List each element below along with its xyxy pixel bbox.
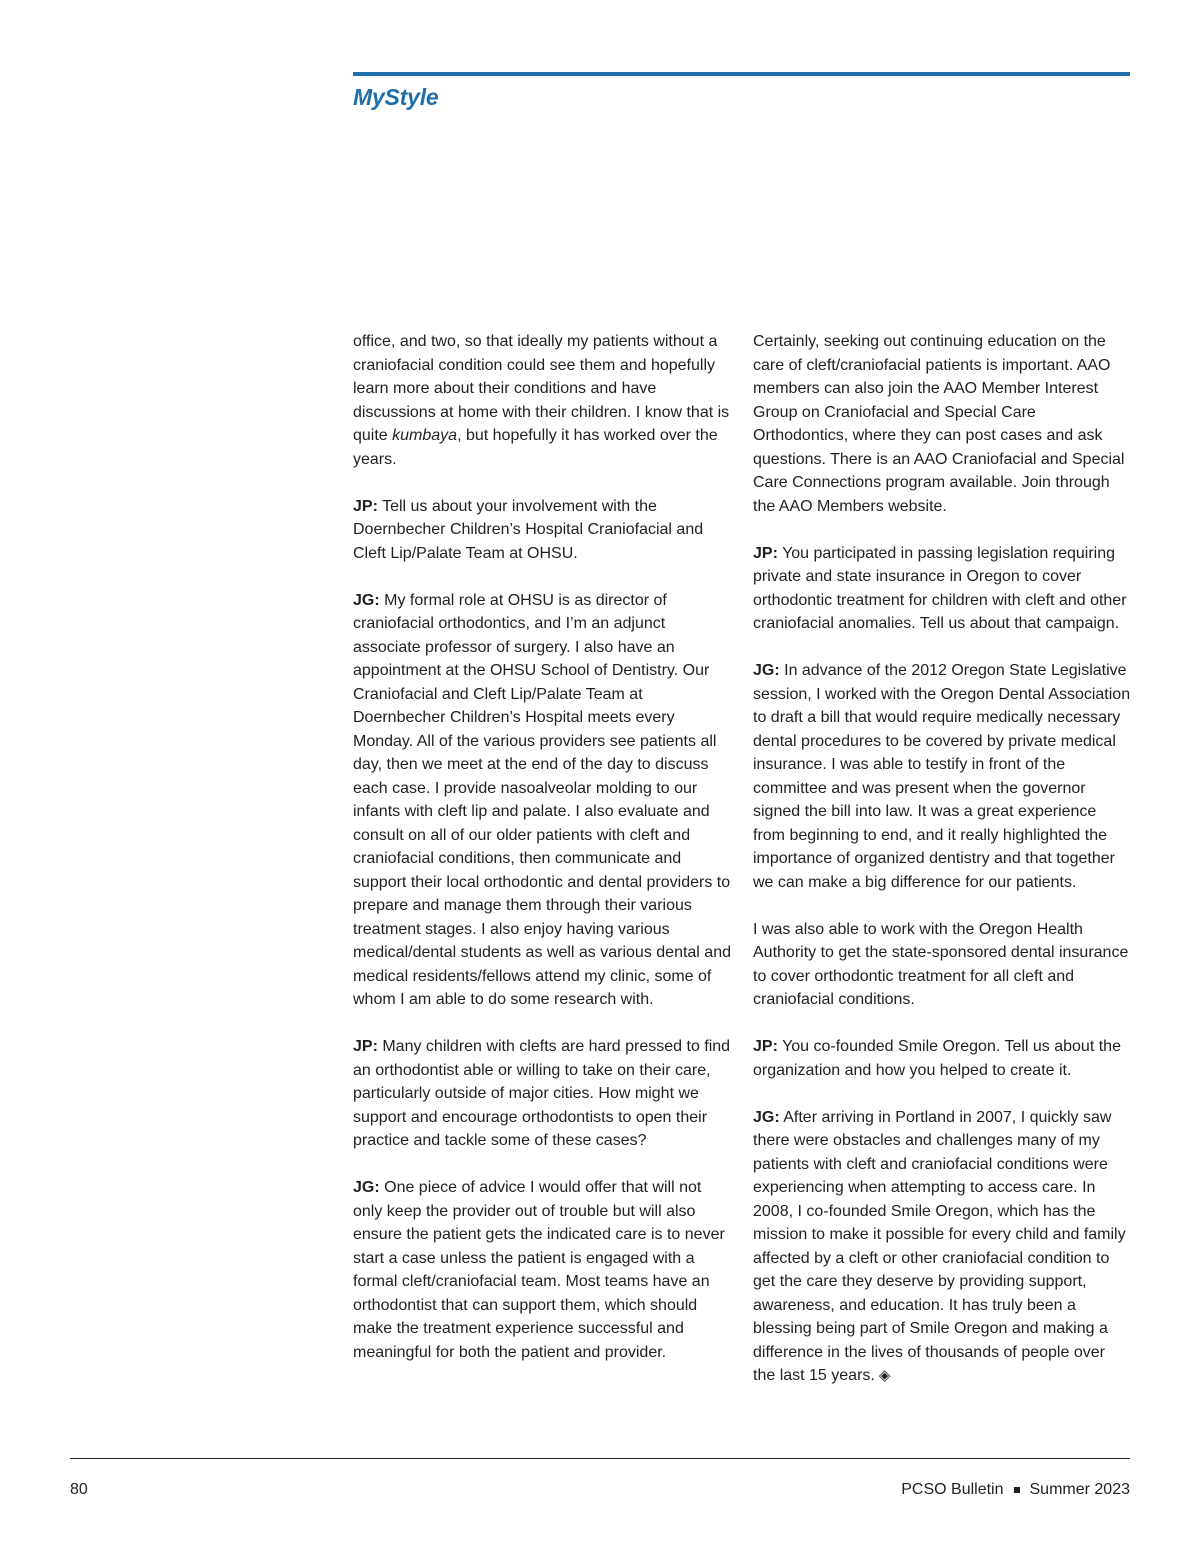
publication-info: [901, 1481, 1130, 1499]
paragraph-text: I was also able to work with the Oregon Health Authority to get the state-sponsored dental insurance to cover orthodontic treatment for all cleft and craniofacial conditions.: [753, 920, 1129, 1008]
paragraph-text: In advance of the 2012 Oregon State Legislative session, I worked with the Oregon Dental Association to draft a bill that would require medically necessary dental procedures to be covered by private medical insurance. I was able to testify in front of the committee and was present when the governor signed the bill into law. It was a great experience from beginning to end, and it really highlighted the importance of organized dentistry and that together we can make a big difference for our patients.: [753, 662, 1131, 891]
answer-paragraph: [353, 1176, 731, 1364]
right-column: [753, 330, 1131, 1388]
speaker-label: JP:: [353, 497, 378, 515]
speaker-label: JG:: [353, 1179, 380, 1196]
publication-name: PCSO Bulletin: [901, 1481, 1004, 1498]
paragraph-text: Certainly, seeking out continuing education on the care of cleft/craniofacial patients is important. AAO members can also join the AAO Member Interest Group on Craniofacial and Special Care Orthodontics, where they can post cases and ask questions. There is an AAO Craniofacial and Special Care Connections program available. Join through the AAO Members website.: [753, 333, 1125, 515]
issue-date: Summer 2023: [1029, 1481, 1130, 1498]
question-paragraph: [753, 542, 1131, 636]
speaker-label: JP:: [753, 544, 778, 562]
speaker-label: JG:: [353, 591, 380, 609]
paragraph-text: , but hopefully it has worked over the years.: [353, 427, 718, 468]
paragraph-text: My formal role at OHSU is as director of craniofacial orthodontics, and I’m an adjunct associate professor of surgery. I also have an appointment at the OHSU School of Dentistry. Our Craniofacial and Cleft Lip/Palate Team at Doernbecher Children’s Hospital meets every Monday. All of the various providers see patients all day, then we meet at the end of the day to discuss each case. I provide nasoalveolar molding to our infants with cleft lip and palate. I also evaluate and consult on all of our older patients with cleft and craniofacial conditions, then communicate and support their local orthodontic and dental providers to prepare and manage them through their various treatment stages. I also enjoy having various medical/dental students as well as various dental and medical residents/fellows attend my clinic, some of whom I am able to do some research with.: [353, 591, 731, 1008]
speaker-label: JP:: [753, 1038, 778, 1055]
footer-rule: [70, 1458, 1130, 1459]
paragraph-text: office, and two, so that ideally my patients without a craniofacial condition could see them and hopefully learn more about their conditions and have discussions at home with their children. I know that is quite: [353, 333, 730, 444]
paragraph: [353, 330, 731, 471]
square-bullet-icon: [1014, 1487, 1020, 1493]
header-rule: [353, 72, 1130, 76]
end-of-article-icon: ◈: [878, 1367, 891, 1384]
question-paragraph: [753, 1035, 1131, 1082]
speaker-label: JG:: [753, 662, 780, 679]
answer-paragraph: [353, 589, 731, 1012]
paragraph-text: After arriving in Portland in 2007, I quickly saw there were obstacles and challenges many of my patients with cleft and craniofacial conditions were experiencing when attempting to access care. In 2008, I co-founded Smile Oregon, which has the mission to make it possible for every child and family affected by a cleft or other craniofacial condition to get the care they deserve by providing support, awareness, and education. It has truly been a blessing being part of Smile Oregon and making a difference in the lives of thousands of people over the last 15 years.: [753, 1108, 1126, 1384]
paragraph-text: Many children with clefts are hard pressed to find an orthodontist able or willing to take on their care, particularly outside of major cities. How might we support and encourage orthodontists to open their practice and tackle some of these cases?: [353, 1038, 731, 1149]
left-column: [353, 330, 731, 1364]
emphasis-text: kumbaya: [392, 427, 458, 444]
paragraph-text: One piece of advice I would offer that will not only keep the provider out of trouble but will also ensure the patient gets the indicated care is to never start a case unless the patient is engaged with a formal cleft/craniofacial team. Most teams have an orthodontist that can support them, which should make the treatment experience successful and meaningful for both the patient and provider.: [353, 1179, 725, 1361]
paragraph-text: You co-founded Smile Oregon. Tell us about the organization and how you helped to create it.: [753, 1038, 1121, 1079]
paragraph-text: Tell us about your involvement with the Doernbecher Children’s Hospital Craniofacial and Cleft Lip/Palate Team at OHSU.: [353, 497, 704, 562]
question-paragraph: [353, 1035, 731, 1153]
section-title: MyStyle: [353, 84, 439, 110]
page-number: 80: [70, 1481, 88, 1498]
answer-paragraph: [753, 659, 1131, 894]
answer-paragraph: [753, 1106, 1131, 1388]
paragraph: [753, 330, 1131, 518]
question-paragraph: [353, 495, 731, 566]
speaker-label: JP:: [353, 1038, 378, 1055]
speaker-label: JG:: [753, 1108, 780, 1126]
paragraph: [753, 918, 1131, 1012]
paragraph-text: You participated in passing legislation requiring private and state insurance in Oregon to cover orthodontic treatment for children with cleft and other craniofacial anomalies. Tell us about that campaign.: [753, 544, 1127, 632]
